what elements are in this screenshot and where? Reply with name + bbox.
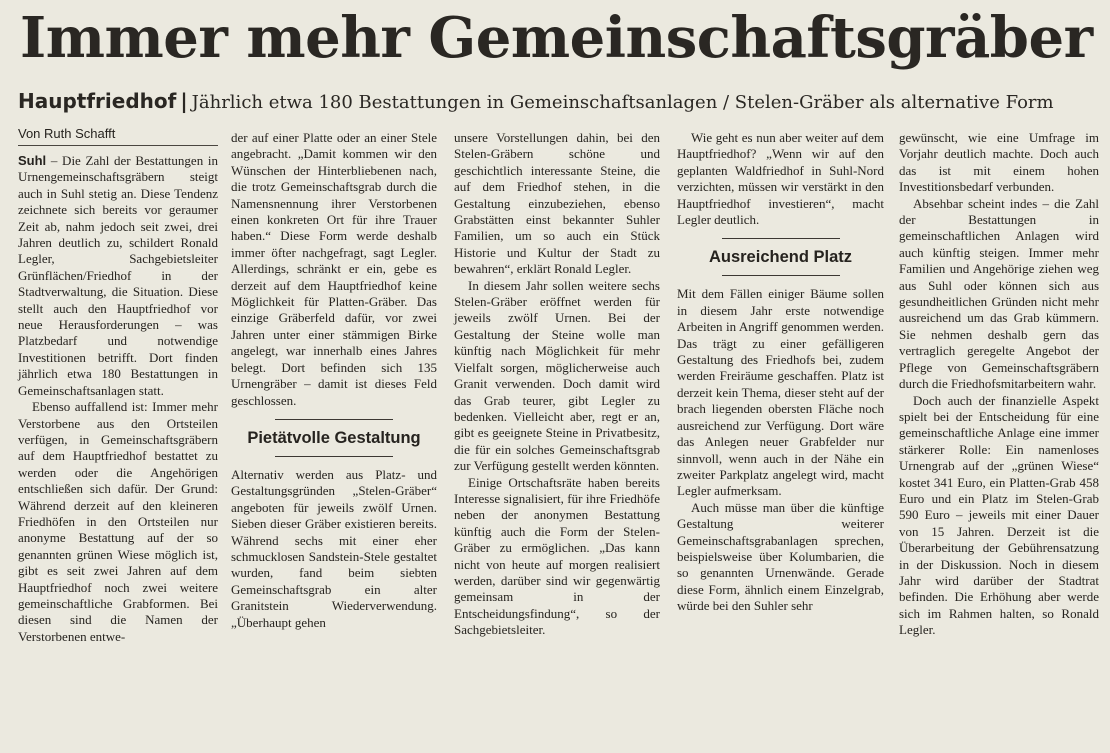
- headline: Immer mehr Gemeinschaftsgräber: [20, 5, 1093, 71]
- subhead-block: [677, 238, 884, 276]
- kicker-separator: |: [180, 89, 188, 113]
- article-column-3: [454, 130, 660, 639]
- paragraph: In diesem Jahr sollen weitere sechs Stelen-Gräber eröffnet werden für jeweils zwölf Urnen. Bei der Gestaltung der Steine wolle man künftig nach Möglichkeit für mehr Vielfalt sorgen, möglicherweise auch Granit verwenden. Doch damit wird das Grab teurer, gibt Legler zu bedenken. Vielleicht aber, regt er an, gibt es geeignete Steine in Privatbesitz, die für ein solches Gemeinschaftsgrab zur Verfügung gestellt werden könnten.: [454, 277, 660, 474]
- paragraph: Mit dem Fällen einiger Bäume sollen in diesem Jahr erste notwendige Arbeiten in Angriff genommen werden. Das trägt zu einer gefälligeren Gestaltung des Friedhofs bei, zudem werden Freiräume geschaffen. Platz ist derzeit kein Thema, dieser steht auf der brach liegenden obersten Fläche noch ausreichend zur Verfügung. Dort wäre das Anlegen neuer Grabfelder nur sinnvoll, wenn auch in der Nähe ein zweiter Parkplatz angelegt wird, macht Legler aufmerksam.: [677, 286, 884, 499]
- article-column-5: [899, 130, 1099, 639]
- subheadline-text: Jährlich etwa 180 Bestattungen in Gemeinschaftsanlagen / Stelen-Gräber als alternative Form: [191, 92, 1054, 113]
- paragraph: Absehbar scheint indes – die Zahl der Bestattungen in gemeinschaftlichen Anlagen wird auch künftig steigen. Immer mehr Familien und Angehörige ziehen weg aus Suhl oder können sich aus gesundheitlichen Gründen nicht mehr ausreichend um das Grab kümmern. Sie nehmen deshalb gern das vertraglich geregelte Angebot der Pflege von Gemeinschaftsgräbern durch die Friedhofsmitarbeitern wahr.: [899, 195, 1099, 392]
- subhead: Ausreichend Platz: [708, 248, 853, 267]
- paragraph: Einige Ortschaftsräte haben bereits Interesse signalisiert, für ihre Friedhöfe neben der anonymen Bestattung künftig auch die Form der Stelen-Gräber zu ermöglichen. „Das kann nicht von heute auf morgen realisiert werden, darüber sind wir gegenwärtig gemeinsam in der Entscheidungsfindung“, so der Sachgebietsleiter.: [454, 474, 660, 638]
- dateline-place: Suhl: [18, 153, 47, 168]
- paragraph: Wie geht es nun aber weiter auf dem Hauptfriedhof? „Wenn wir auf den geplanten Waldfriedhof in Suhl-Nord verzichten, müssen wir verstärkt in den Hauptfriedhof investieren“, macht Legler deutlich.: [677, 130, 884, 228]
- paragraph: unsere Vorstellungen dahin, bei den Stelen-Gräbern schöne und geschichtlich interessante Steine, die auf dem Friedhof stehen, in die Gestaltung einzubeziehen, ebenso Grabstätten einst bekannter Suhler Familien, um so auch ein Stück Historie und Kultur der Stadt zu bewahren“, erklärt Ronald Legler.: [454, 130, 660, 277]
- kicker: Hauptfriedhof: [18, 89, 177, 113]
- subhead-rule-bottom: [722, 275, 840, 276]
- paragraph-text: – Die Zahl der Bestattungen in Urnengemeinschaftsgräbern steigt auch in Suhl stetig an. Diese Tendenz zeichnete sich bereits vor geraumer Zeit ab, nahm jedoch seit zwei, drei Jahren deutlich zu, schildert Ronald Legler, Sachgebietsleiter Grünflächen/Friedhof in der Stadtverwaltung, die Situation. Diese stellt auch den Hauptfriedhof vor neue Herausforderungen – was Platzbedarf und notwendige Investitionen betrifft. Dort finden jährlich etwa 180 Bestattungen in Gemeinschaftsanlagen statt.: [18, 153, 218, 398]
- paragraph: der auf einer Platte oder an einer Stele angebracht. „Damit kommen wir den Wünschen der Hinterbliebenen nach, die trotz Gemeinschaftsgrab durch die Namensnennung ihrer Verstorbenen einen konkreten Ort für ihre Trauer haben.“ Diese Form werde deshalb immer öfter nachgefragt, sagt Legler. Allerdings, schränkt er ein, gebe es derzeit auf dem Hauptfriedhof keine Möglichkeit für Platten-Gräber. Das einzige Gräberfeld dafür, vor zwei Jahren unter einer stämmigen Birke angelegt, war innerhalb eines Jahres belegt. Dort befinden sich 135 Urnengräber – damit ist dieses Feld geschlossen.: [231, 130, 437, 408]
- paragraph: gewünscht, wie eine Umfrage im Vorjahr deutlich machte. Doch auch das ist mit einem hohen Investitionsbedarf verbunden.: [899, 130, 1099, 195]
- paragraph: Ebenso auffallend ist: Immer mehr Verstorbene aus den Ortsteilen verfügen, in Gemeinschaftsgräbern auf dem Hauptfriedhof bestattet zu werden oder die Angehörigen entschließen sich dafür. Der Grund: Während derzeit auf den kleineren Friedhöfen in den Ortsteilen nur anonyme Bestattung auf der so genannten grünen Wiese möglich ist, gibt es seit zwei Jahren auf dem Hauptfriedhof noch zwei weitere gemeinschaftliche Grabformen. Bei diesen sind die Namen der Verstorbenen entwe-: [18, 399, 218, 644]
- paragraph: Auch müsse man über die künftige Gestaltung weiterer Gemeinschaftsgrabanlagen sprechen, beispielsweise über Kolumbarien, die so genannten Urnenwände. Gerade diese Form, ähnlich einem Einzelgrab, würde bei den Suhler sehr: [677, 499, 884, 614]
- subheadline: [18, 86, 1103, 118]
- subhead: Pietätvolle Gestaltung: [247, 428, 421, 447]
- subhead-block: [231, 419, 437, 457]
- article-column-4: [677, 130, 884, 615]
- article-column-2: [231, 130, 437, 631]
- article-column-1: [18, 153, 218, 645]
- paragraph: Doch auch der finanzielle Aspekt spielt bei der Entscheidung für eine gemeinschaftliche Anlage eine immer stärkerer Rolle: Ein namenloses Urnengrab auf der „grünen Wiese“ kostet 341 Euro, ein Platten-Grab 458 Euro und ein Platz im Stelen-Grab 590 Euro – jeweils mit einer Dauer von 15 Jahren. Derzeit ist die Überarbeitung der Gebührensatzung in der Diskussion. Noch in diesem Jahr wird darüber der Stadtrat befinden. Die Erhöhung aber werde sich im Rahmen halten, so Ronald Legler.: [899, 392, 1099, 638]
- byline: Von Ruth Schafft: [18, 126, 116, 141]
- subhead-rule-top: [722, 238, 840, 239]
- byline-divider: [18, 145, 218, 146]
- subhead-rule-top: [275, 419, 393, 420]
- paragraph: [18, 153, 218, 399]
- subhead-rule-bottom: [275, 456, 393, 457]
- paragraph: Alternativ werden aus Platz- und Gestaltungsgründen „Stelen-Gräber“ angeboten für jeweils zwölf Urnen. Sieben dieser Gräber existieren bereits. Während sechs mit einer eher schmucklosen Sandstein-Stele gestaltet wurden, fand beim siebten Gemeinschaftsgrab ein alter Granitstein Wiederverwendung. „Überhaupt gehen: [231, 466, 437, 630]
